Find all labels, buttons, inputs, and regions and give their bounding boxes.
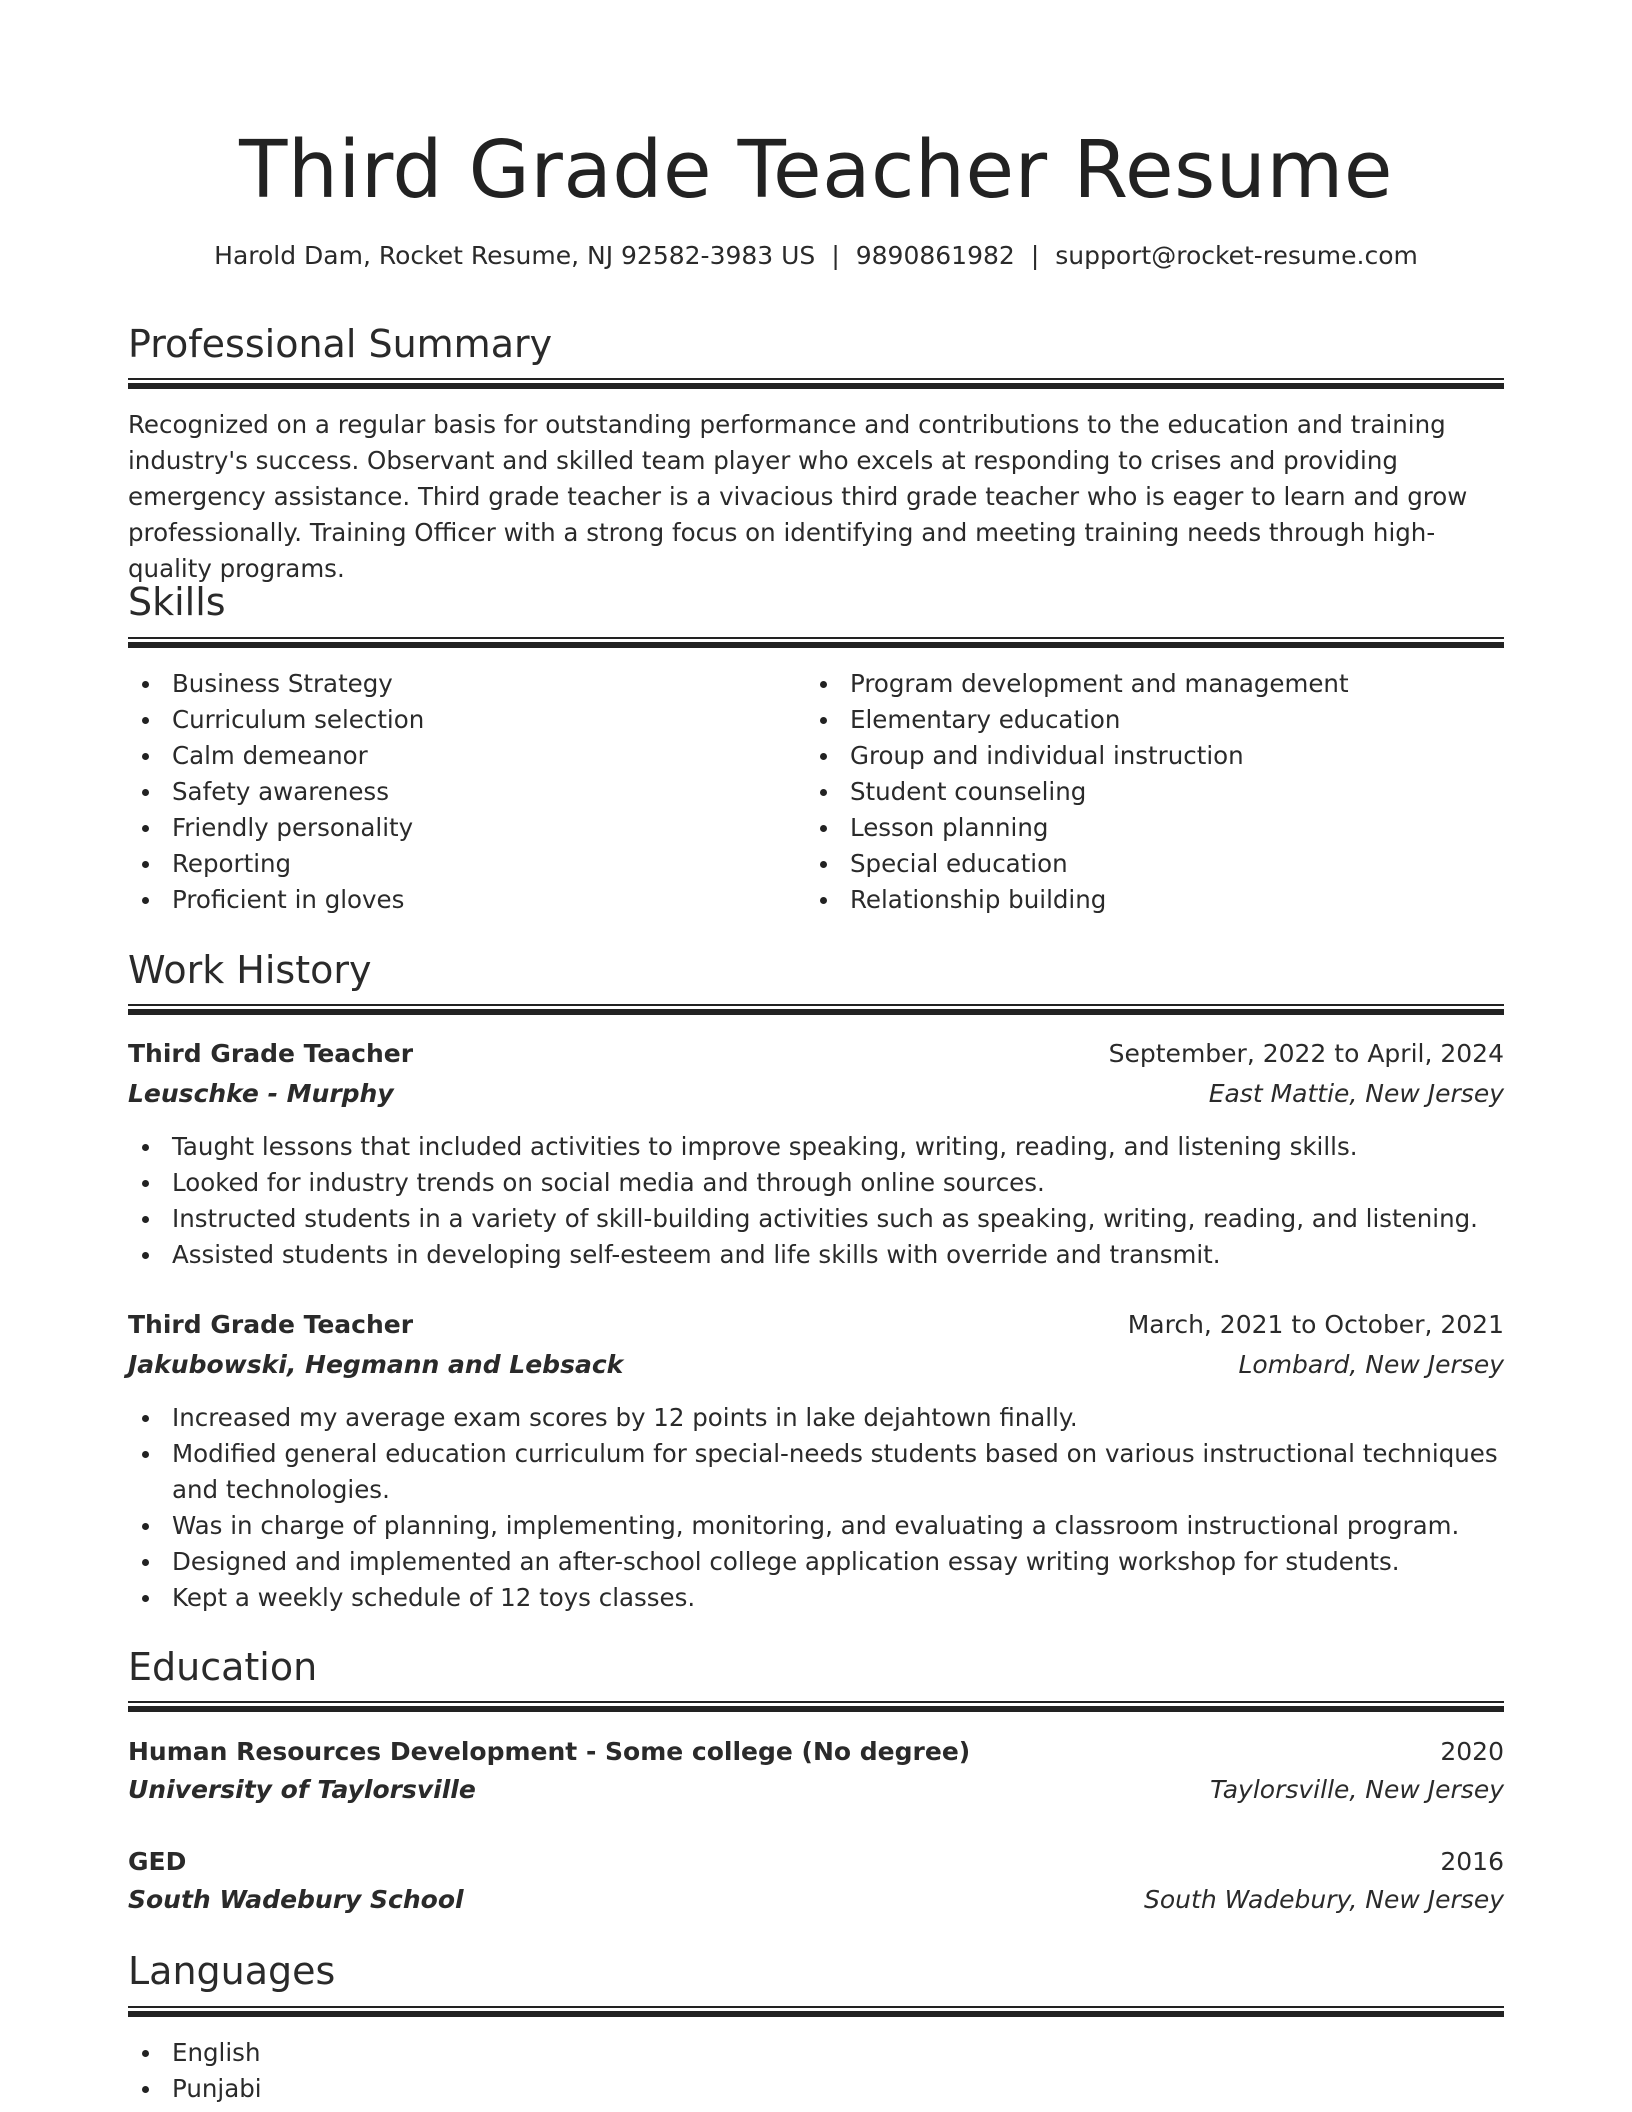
skill-item: Elementary education	[850, 702, 1504, 738]
languages-heading: Languages	[128, 1949, 336, 1993]
section-divider	[128, 378, 1504, 389]
job-duties-list	[128, 1129, 1504, 1273]
job-duty: Designed and implemented an after-school college application essay writing workshop for students.	[172, 1544, 1504, 1580]
job-header	[128, 1035, 1504, 1073]
job-title: Third Grade Teacher	[128, 1310, 414, 1339]
job-subheader	[128, 1346, 1504, 1384]
section-divider	[128, 1004, 1504, 1015]
job-subheader	[128, 1075, 1504, 1113]
contact-line	[128, 238, 1504, 274]
summary-heading: Professional Summary	[128, 322, 553, 366]
summary-text: Recognized on a regular basis for outstanding performance and contributions to the education and training industry's success. Observant and skilled team player who excels at responding to crises and providing emergency assistance. Third grade teacher is a vivacious third grade teacher who is eager to learn and grow professionally. Training Officer with a strong focus on identifying and meeting training needs through high-quality programs.	[128, 410, 1468, 583]
contact-separator: |	[831, 241, 840, 270]
education-heading: Education	[128, 1645, 318, 1689]
education-school: University of Taylorsville	[128, 1775, 476, 1804]
skill-item: Friendly personality	[172, 810, 812, 846]
education-subheader	[128, 1881, 1504, 1919]
job-duty: Kept a weekly schedule of 12 toys classes.	[172, 1580, 1504, 1616]
resume-title: Third Grade Teacher Resume	[239, 124, 1393, 216]
work-heading: Work History	[128, 948, 372, 992]
skill-item: Group and individual instruction	[850, 738, 1504, 774]
skill-item: Lesson planning	[850, 810, 1504, 846]
education-location: South Wadebury, New Jersey	[1144, 1885, 1504, 1914]
job-company: Leuschke - Murphy	[128, 1079, 394, 1108]
skill-item: Business Strategy	[172, 666, 812, 702]
section-divider	[128, 2006, 1504, 2017]
contact-phone: 9890861982	[855, 241, 1015, 270]
skill-item: Program development and management	[850, 666, 1504, 702]
job-dates: September, 2022 to April, 2024	[1108, 1039, 1504, 1068]
section-divider	[128, 1701, 1504, 1712]
education-header	[128, 1733, 1504, 1771]
education-degree: GED	[128, 1847, 187, 1876]
skills-heading: Skills	[128, 580, 226, 624]
job-company: Jakubowski, Hegmann and Lebsack	[128, 1350, 624, 1379]
contact-email: support@rocket-resume.com	[1055, 241, 1418, 270]
job-header	[128, 1306, 1504, 1344]
education-year: 2016	[1440, 1847, 1504, 1876]
skill-item: Proficient in gloves	[172, 882, 812, 918]
job-duties-list	[128, 1400, 1504, 1616]
education-subheader	[128, 1771, 1504, 1809]
contact-address: Harold Dam, Rocket Resume, NJ 92582-3983 US	[214, 241, 816, 270]
skill-item: Student counseling	[850, 774, 1504, 810]
skill-item: Calm demeanor	[172, 738, 812, 774]
education-degree: Human Resources Development - Some college (No degree)	[128, 1737, 971, 1766]
skill-item: Curriculum selection	[172, 702, 812, 738]
job-duty: Modified general education curriculum for special-needs students based on various instructional techniques and technologies.	[172, 1436, 1504, 1508]
job-duty: Increased my average exam scores by 12 points in lake dejahtown finally.	[172, 1400, 1504, 1436]
language-item: Punjabi	[172, 2071, 812, 2107]
job-duty: Was in charge of planning, implementing, monitoring, and evaluating a classroom instructional program.	[172, 1508, 1504, 1544]
skills-list-left	[128, 666, 812, 918]
job-dates: March, 2021 to October, 2021	[1127, 1310, 1504, 1339]
education-year: 2020	[1440, 1737, 1504, 1766]
skill-item: Special education	[850, 846, 1504, 882]
language-item: English	[172, 2035, 812, 2071]
job-location: Lombard, New Jersey	[1238, 1350, 1504, 1379]
job-duty: Instructed students in a variety of skill-building activities such as speaking, writing, reading, and listening.	[172, 1201, 1504, 1237]
skill-item: Safety awareness	[172, 774, 812, 810]
section-divider	[128, 637, 1504, 648]
job-duty: Taught lessons that included activities to improve speaking, writing, reading, and listening skills.	[172, 1129, 1504, 1165]
job-duty: Assisted students in developing self-esteem and life skills with override and transmit.	[172, 1237, 1504, 1273]
job-duty: Looked for industry trends on social media and through online sources.	[172, 1165, 1504, 1201]
skill-item: Reporting	[172, 846, 812, 882]
education-school: South Wadebury School	[128, 1885, 464, 1914]
contact-separator: |	[1030, 241, 1040, 270]
education-location: Taylorsville, New Jersey	[1210, 1775, 1504, 1804]
skills-list-right	[806, 666, 1504, 918]
job-location: East Mattie, New Jersey	[1208, 1079, 1504, 1108]
skill-item: Relationship building	[850, 882, 1504, 918]
job-title: Third Grade Teacher	[128, 1039, 414, 1068]
languages-list	[128, 2035, 812, 2107]
education-header	[128, 1843, 1504, 1881]
